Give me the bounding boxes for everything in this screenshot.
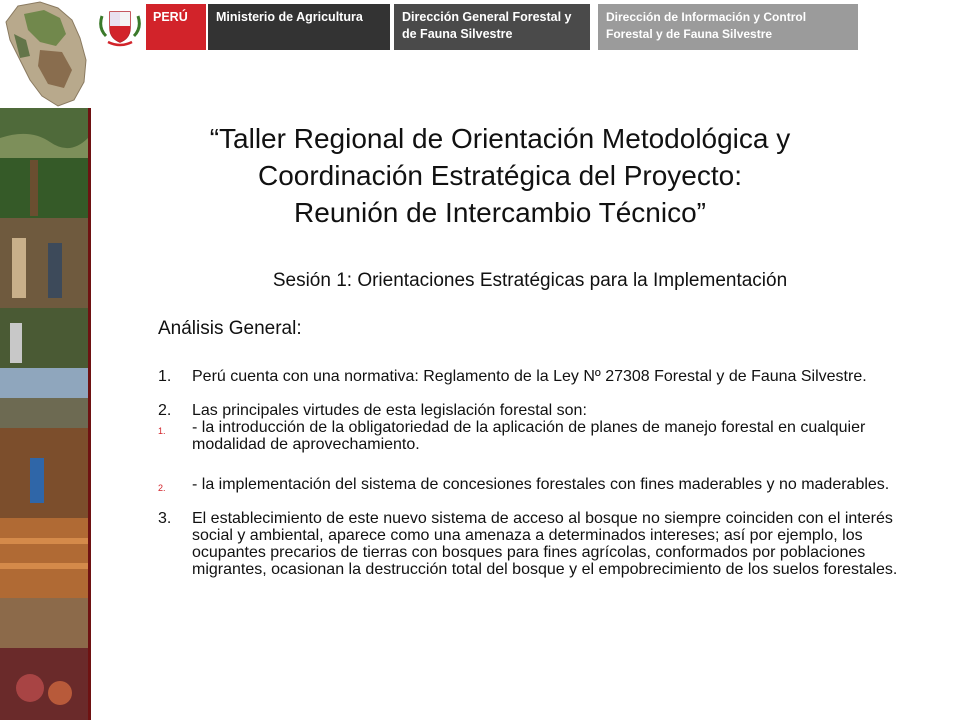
section-heading: Análisis General:: [158, 318, 302, 339]
header-peru: PERÚ: [146, 4, 206, 50]
list-item-text: Las principales virtudes de esta legislación forestal son:: [192, 402, 587, 419]
header-ministry: Ministerio de Agricultura: [208, 4, 390, 50]
title-line: “Taller Regional de Orientación Metodológica y: [209, 123, 791, 154]
analysis-list: [158, 368, 898, 578]
title-line: Coordinación Estratégica del Proyecto:: [257, 160, 743, 191]
title-line: Reunión de Intercambio Técnico”: [294, 197, 706, 228]
sub-list-number: 1.: [158, 426, 166, 436]
list-item-text: Perú cuenta con una normativa: Reglamento de la Ley Nº 27308 Forestal y de Fauna Silvestre.: [192, 368, 867, 385]
coat-of-arms-icon: [98, 6, 142, 48]
sub-list-number: 2.: [158, 483, 166, 493]
sub-list-item-text: - la introducción de la obligatoriedad de la aplicación de planes de manejo forestal en cualquier modalidad de aprovechamiento.: [192, 419, 866, 453]
list-item-text: El establecimiento de este nuevo sistema de acceso al bosque no siempre coinciden con el interés social y ambiental, aparece como una amenaza a determinados intereses; así por ejemplo, los ocupantes precarios de tierras con bosques para fines agrícolas, conformados por poblaciones migrantes, ocasionan la destrucción total del bosque y el empobrecimiento de los suelos forestales.: [192, 510, 898, 578]
sub-list-item-text: - la implementación del sistema de concesiones forestales con fines maderables y no maderables.: [192, 476, 890, 493]
sub-list-item: [158, 419, 898, 453]
list-item: [158, 402, 898, 419]
list-number: 2.: [158, 402, 172, 419]
header-directorate-info: Dirección de Información y Control Forestal y de Fauna Silvestre: [598, 4, 858, 50]
list-number: 3.: [158, 510, 172, 527]
slide-title: [130, 120, 870, 231]
header-directorate-forestal: Dirección General Forestal y de Fauna Silvestre: [394, 4, 590, 50]
list-item: [158, 510, 898, 578]
sub-list-item: [158, 476, 898, 493]
session-subtitle: Sesión 1: Orientaciones Estratégicas para la Implementación: [272, 270, 788, 291]
list-item: [158, 368, 898, 385]
strip-divider: [88, 108, 91, 720]
peru-map-logo: [0, 0, 92, 108]
forest-photo-strip: [0, 108, 88, 720]
list-number: 1.: [158, 368, 172, 385]
